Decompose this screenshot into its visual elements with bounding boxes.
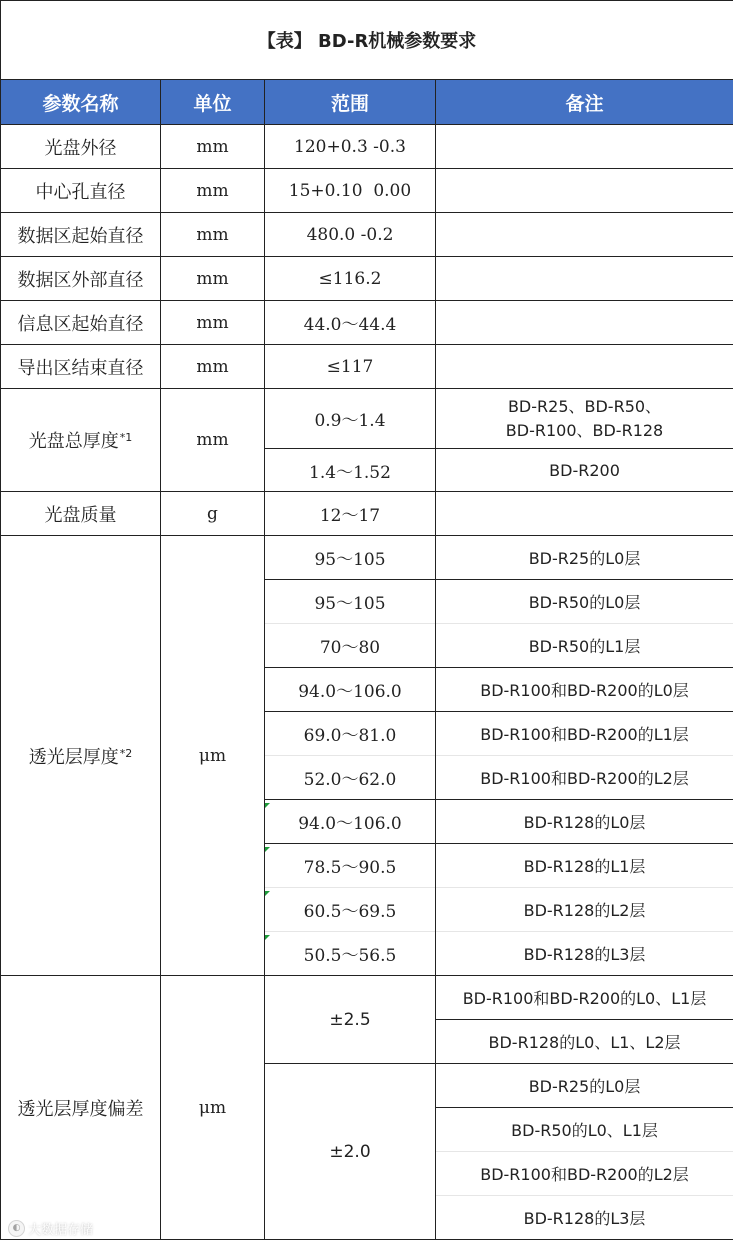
range-cell: 70～80: [265, 624, 436, 668]
table-row: [1, 345, 733, 389]
note-cell: BD-R25的L0层: [436, 536, 733, 580]
note-cell: [436, 213, 733, 257]
param-cell: 光盘外径: [1, 125, 161, 169]
param-cell: 信息区起始直径: [1, 301, 161, 345]
param-cell: 导出区结束直径: [1, 345, 161, 389]
note-cell: [436, 125, 733, 169]
note-cell: [436, 169, 733, 213]
param-cell: 透光层厚度偏差: [1, 976, 161, 1240]
comment-marker-icon: [265, 935, 270, 940]
note-cell: BD-R128的L3层: [436, 932, 733, 976]
note-cell: BD-R50的L1层: [436, 624, 733, 668]
watermark: [8, 1219, 93, 1238]
param-cell: 光盘质量: [1, 492, 161, 536]
note-cell: [436, 301, 733, 345]
note-cell: BD-R25的L0层: [436, 1064, 733, 1108]
range-cell: 94.0～106.0: [265, 800, 436, 844]
note-cell: BD-R100和BD-R200的L0、L1层: [436, 976, 733, 1020]
note-cell: BD-R25、BD-R50、 BD-R100、BD-R128: [436, 389, 733, 449]
table-row: [1, 213, 733, 257]
note-cell: BD-R200: [436, 449, 733, 492]
table-row: [1, 257, 733, 301]
header-unit: 单位: [161, 80, 265, 125]
unit-cell: mm: [161, 213, 265, 257]
watermark-text: 大数据存储: [28, 1223, 94, 1238]
unit-cell: mm: [161, 301, 265, 345]
range-cell: 44.0～44.4: [265, 301, 436, 345]
watermark-logo-icon: ◐: [8, 1220, 25, 1237]
note-cell: BD-R100和BD-R200的L2层: [436, 1152, 733, 1196]
unit-cell: mm: [161, 125, 265, 169]
comment-marker-icon: [265, 803, 270, 808]
range-cell: ±2.5: [265, 976, 436, 1064]
unit-cell: g: [161, 492, 265, 536]
unit-cell: μm: [161, 976, 265, 1240]
comment-marker-icon: [265, 847, 270, 852]
note-cell: [436, 492, 733, 536]
table-row: [1, 492, 733, 536]
param-cell: 中心孔直径: [1, 169, 161, 213]
range-cell: ±2.0: [265, 1064, 436, 1240]
range-cell: 94.0～106.0: [265, 668, 436, 712]
note-cell: BD-R50的L0、L1层: [436, 1108, 733, 1152]
note-cell: BD-R100和BD-R200的L0层: [436, 668, 733, 712]
unit-cell: μm: [161, 536, 265, 976]
param-cell: 数据区起始直径: [1, 213, 161, 257]
note-cell: [436, 257, 733, 301]
note-cell: BD-R128的L2层: [436, 888, 733, 932]
note-cell: BD-R100和BD-R200的L2层: [436, 756, 733, 800]
note-cell: BD-R128的L0、L1、L2层: [436, 1020, 733, 1064]
note-cell: BD-R128的L3层: [436, 1196, 733, 1240]
range-cell: 120+0.3 -0.3: [265, 125, 436, 169]
range-cell: 15+0.10 0.00: [265, 169, 436, 213]
header-note: 备注: [436, 80, 733, 125]
table-row: [1, 389, 733, 449]
range-cell: 60.5～69.5: [265, 888, 436, 932]
unit-cell: mm: [161, 389, 265, 492]
note-cell: BD-R128的L0层: [436, 800, 733, 844]
range-cell: 480.0 -0.2: [265, 213, 436, 257]
param-cell: 数据区外部直径: [1, 257, 161, 301]
range-cell: ≤116.2: [265, 257, 436, 301]
range-cell: 95～105: [265, 536, 436, 580]
table-row: [1, 976, 733, 1020]
unit-cell: mm: [161, 169, 265, 213]
range-cell: 52.0～62.0: [265, 756, 436, 800]
header-range: 范围: [265, 80, 436, 125]
table-row: [1, 169, 733, 213]
param-cell: 透光层厚度$^{*2}$: [1, 536, 161, 976]
range-cell: 0.9～1.4: [265, 389, 436, 449]
range-cell: ≤117: [265, 345, 436, 389]
param-cell: 光盘总厚度$^{*1}$: [1, 389, 161, 492]
range-cell: 69.0～81.0: [265, 712, 436, 756]
range-cell: 95～105: [265, 580, 436, 624]
unit-cell: mm: [161, 345, 265, 389]
table-title: 【表】 BD-R机械参数要求: [1, 1, 733, 80]
comment-marker-icon: [265, 891, 270, 896]
range-cell: 50.5～56.5: [265, 932, 436, 976]
note-cell: BD-R50的L0层: [436, 580, 733, 624]
range-cell: 1.4～1.52: [265, 449, 436, 492]
note-cell: [436, 345, 733, 389]
table-row: [1, 536, 733, 580]
table-row: [1, 125, 733, 169]
table-row: [1, 301, 733, 345]
range-cell: 78.5～90.5: [265, 844, 436, 888]
range-cell: 12～17: [265, 492, 436, 536]
unit-cell: mm: [161, 257, 265, 301]
note-cell: BD-R100和BD-R200的L1层: [436, 712, 733, 756]
header-param: 参数名称: [1, 80, 161, 125]
note-cell: BD-R128的L1层: [436, 844, 733, 888]
